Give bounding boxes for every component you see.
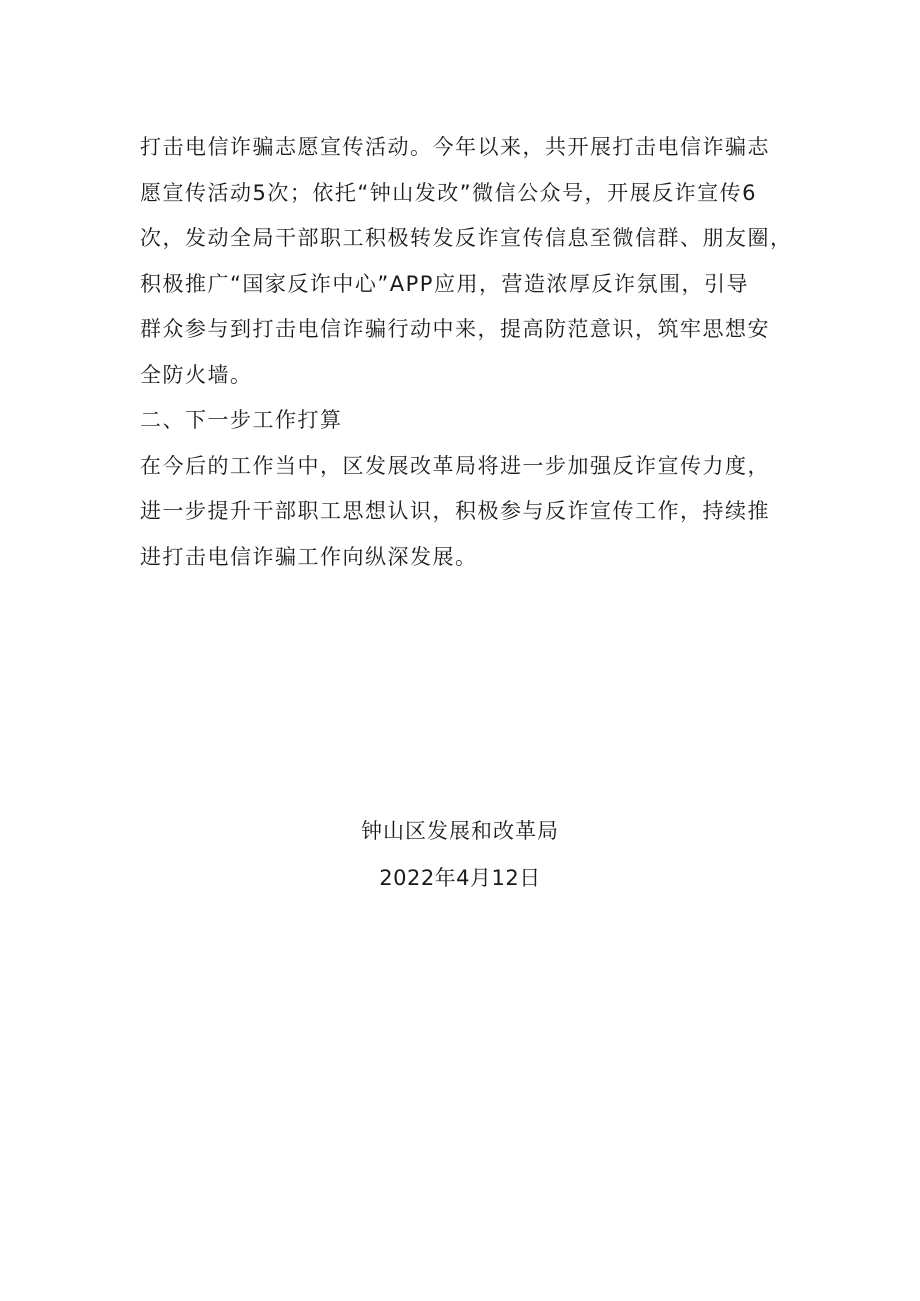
- signature-organization: 钟山区发展和改革局: [361, 819, 559, 843]
- body-line-2: 愿宣传活动5次；依托“钟山发改”微信公众号，开展反诈宣传6: [140, 180, 757, 205]
- body-line-3: 次，发动全局干部职工积极转发反诈宣传信息至微信群、朋友圈，: [140, 226, 793, 250]
- document-body: [140, 125, 800, 580]
- section-heading: 二、下一步工作打算: [140, 408, 343, 432]
- body-line-10: 进打击电信诈骗工作向纵深发展。: [140, 544, 478, 569]
- signature-date: 2022年4月12日: [379, 866, 541, 890]
- body-line-8: 在今后的工作当中，区发展改革局将进一步加强反诈宣传力度，: [140, 453, 770, 478]
- body-line-5: 群众参与到打击电信诈骗行动中来，提高防范意识，筑牢思想安: [140, 317, 770, 341]
- body-line-6: 全防火墙。: [140, 362, 253, 387]
- body-line-1: 打击电信诈骗志愿宣传活动。今年以来，共开展打击电信诈骗志: [140, 135, 770, 159]
- signature-block: [0, 808, 920, 902]
- body-line-4: 积极推广“国家反诈中心”APP应用，营造浓厚反诈氛围，引导: [140, 271, 749, 296]
- body-line-9: 进一步提升干部职工思想认识，积极参与反诈宣传工作，持续推: [140, 499, 770, 523]
